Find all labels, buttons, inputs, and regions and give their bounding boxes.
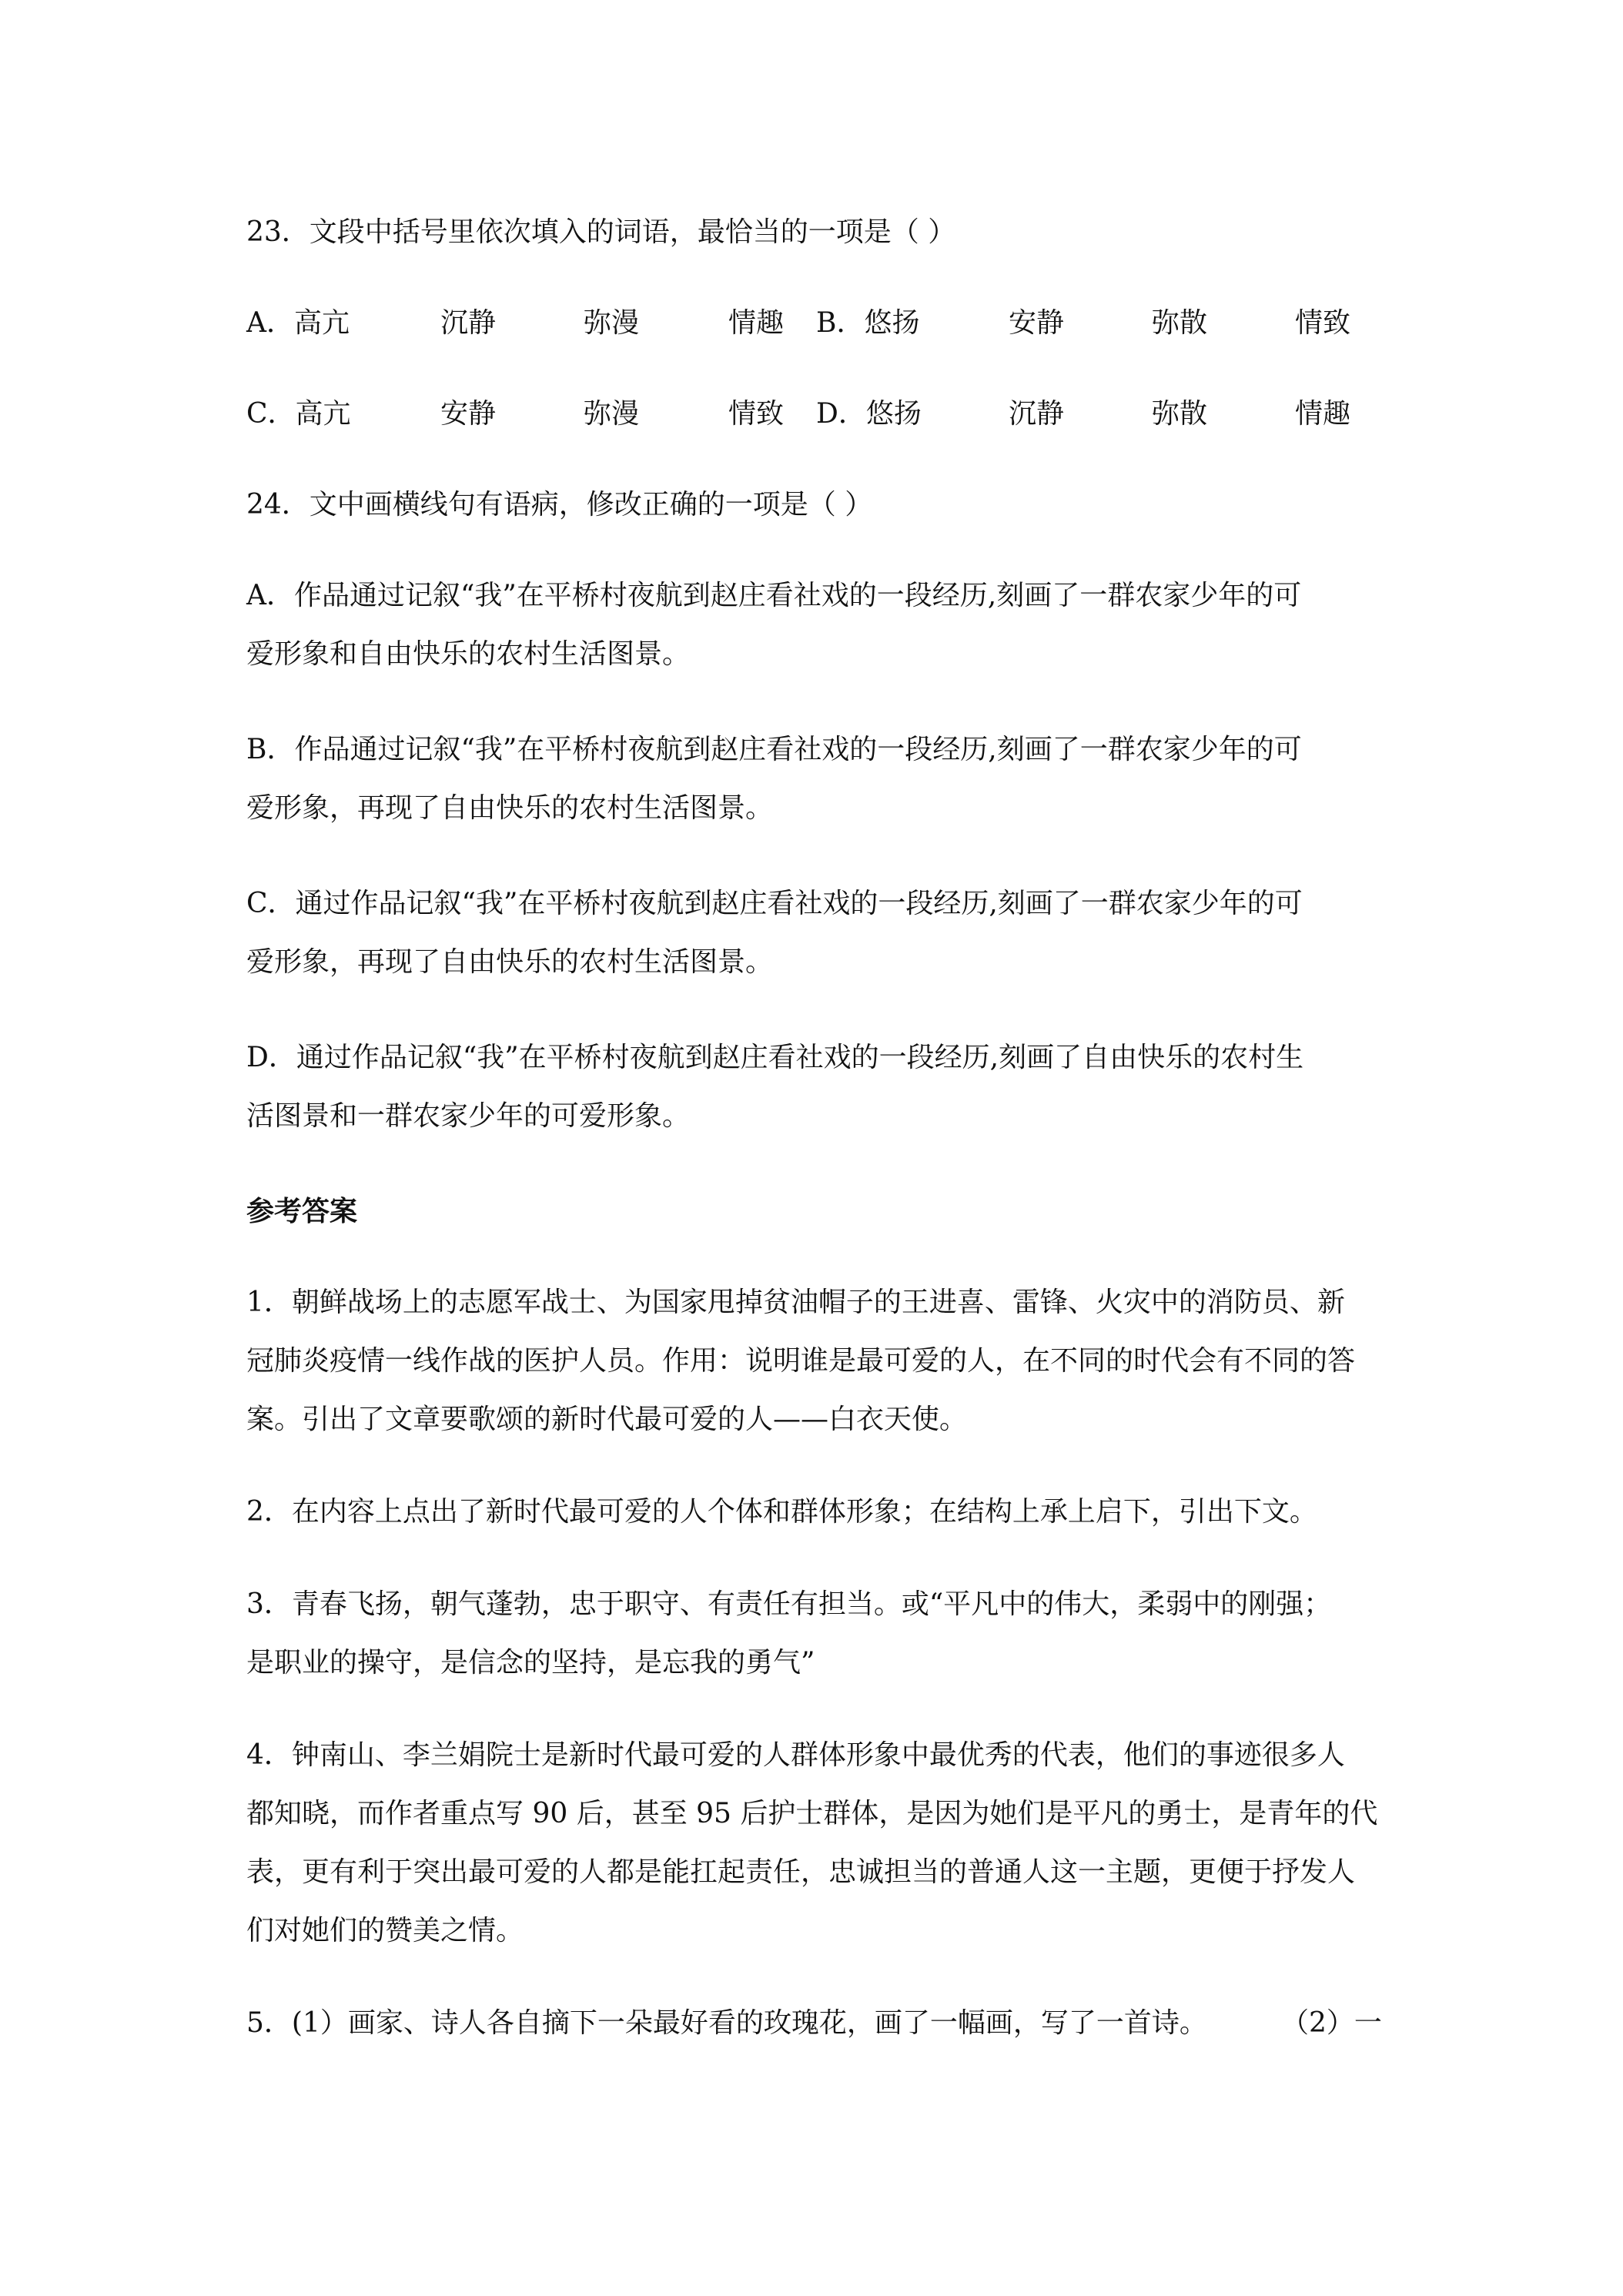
q23-option-a-word-3: 弥漫 <box>584 307 640 339</box>
answer-4-line-3: 表，更有利于突出最可爱的人都是能扛起责任，忠诚担当的普通人这一主题，更便于抒发人 <box>246 1856 1356 1888</box>
answer-1-line-1: 1．朝鲜战场上的志愿军战士、为国家甩掉贫油帽子的王进喜、雷锋、火灾中的消防员、新 <box>246 1287 1345 1318</box>
answer-5-part-2: （2）一 <box>1281 2007 1382 2039</box>
q24-option-d-line-2: 活图景和一群农家少年的可爱形象。 <box>246 1100 691 1132</box>
q24-option-a-line-2: 爱形象和自由快乐的农村生活图景。 <box>246 638 691 670</box>
q23-option-a-word-1: A．高亢 <box>246 307 350 339</box>
q23-option-d-word-2: 沉静 <box>1009 398 1065 430</box>
q23-options-row-1 <box>246 305 1401 342</box>
q23-stem: 23．文段中括号里依次填入的词语，最恰当的一项是（ ） <box>246 216 956 248</box>
answer-5-part-1: 5．(1）画家、诗人各自摘下一朵最好看的玫瑰花，画了一幅画，写了一首诗。 <box>246 2007 1207 2039</box>
answer-2-line-1: 2．在内容上点出了新时代最可爱的人个体和群体形象；在结构上承上启下，引出下文。 <box>246 1496 1317 1528</box>
q23-option-b-word-2: 安静 <box>1009 307 1065 339</box>
q23-option-d-word-1: D．悠扬 <box>816 398 922 430</box>
answer-4-line-4: 们对她们的赞美之情。 <box>246 1915 524 1946</box>
q24-stem: 24．文中画横线句有语病，修改正确的一项是（ ） <box>246 489 873 520</box>
q23-option-b-word-4: 情致 <box>1295 307 1351 339</box>
q24-option-b-line-2: 爱形象，再现了自由快乐的农村生活图景。 <box>246 792 774 824</box>
q23-option-c-word-4: 情致 <box>728 398 785 430</box>
q24-option-a-line-1: A．作品通过记叙“我”在平桥村夜航到赵庄看社戏的一段经历,刻画了一群农家少年的可 <box>246 580 1302 611</box>
q23-option-a-word-4: 情趣 <box>728 307 785 339</box>
answer-3-line-2: 是职业的操守，是信念的坚持，是忘我的勇气” <box>246 1647 815 1678</box>
answer-4-line-2: 都知晓，而作者重点写 90 后，甚至 95 后护士群体，是因为她们是平凡的勇士，是青年的代 <box>246 1798 1378 1829</box>
answer-1-line-3: 案。引出了文章要歌颂的新时代最可爱的人——白衣天使。 <box>246 1404 968 1435</box>
q23-option-a-word-2: 沉静 <box>440 307 497 339</box>
q23-option-c-word-2: 安静 <box>440 398 497 430</box>
answers-heading: 参考答案 <box>246 1196 358 1227</box>
answer-3-line-1: 3．青春飞扬，朝气蓬勃，忠于职守、有责任有担当。或“平凡中的伟大，柔弱中的刚强； <box>246 1588 1332 1620</box>
q23-options-row-2 <box>246 396 1401 433</box>
q24-option-c-line-2: 爱形象，再现了自由快乐的农村生活图景。 <box>246 946 774 978</box>
q23-option-d-word-3: 弥散 <box>1152 398 1208 430</box>
q24-option-d-line-1: D．通过作品记叙“我”在平桥村夜航到赵庄看社戏的一段经历,刻画了自由快乐的农村生 <box>246 1042 1304 1073</box>
q23-option-c-word-1: C．高亢 <box>246 398 351 430</box>
q24-option-c-line-1: C．通过作品记叙“我”在平桥村夜航到赵庄看社戏的一段经历,刻画了一群农家少年的可 <box>246 888 1303 919</box>
q23-option-c-word-3: 弥漫 <box>584 398 640 430</box>
answer-1-line-2: 冠肺炎疫情一线作战的医护人员。作用：说明谁是最可爱的人，在不同的时代会有不同的答 <box>246 1345 1356 1377</box>
q23-option-b-word-3: 弥散 <box>1152 307 1208 339</box>
q23-option-b-word-1: B．悠扬 <box>816 307 920 339</box>
q23-option-d-word-4: 情趣 <box>1295 398 1351 430</box>
answer-4-line-1: 4．钟南山、李兰娟院士是新时代最可爱的人群体形象中最优秀的代表，他们的事迹很多人 <box>246 1739 1345 1771</box>
q24-option-b-line-1: B．作品通过记叙“我”在平桥村夜航到赵庄看社戏的一段经历,刻画了一群农家少年的可 <box>246 734 1302 765</box>
